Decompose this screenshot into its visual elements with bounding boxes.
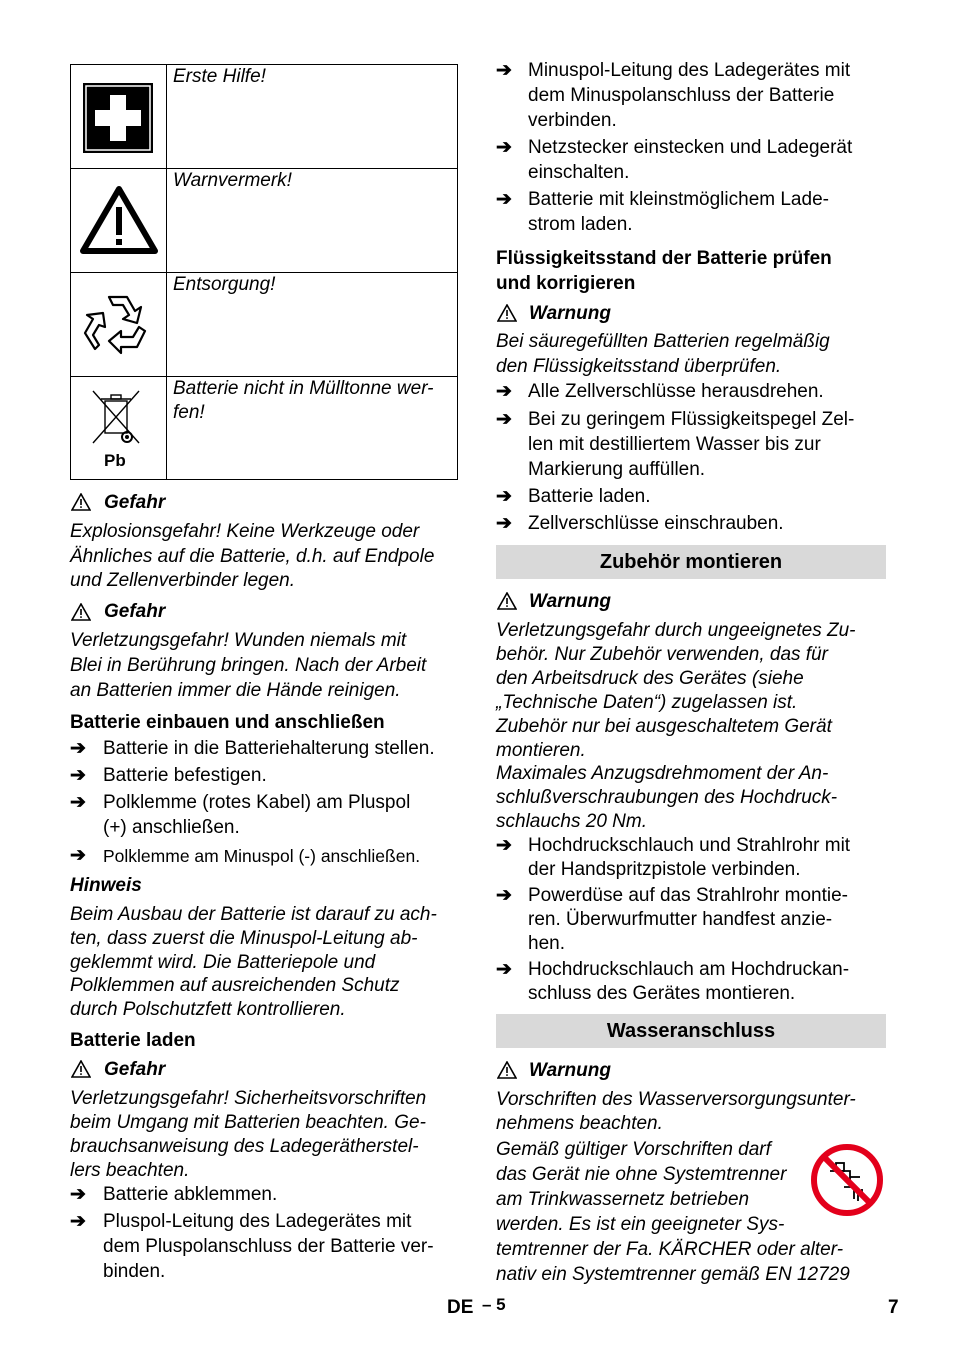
step-text: einschalten. bbox=[528, 162, 630, 183]
step-text: Polklemme am Minuspol (-) anschließen. bbox=[103, 846, 421, 866]
symbol-label: Batterie nicht in Mülltonne wer- bbox=[173, 378, 434, 399]
step-text: strom laden. bbox=[528, 214, 633, 235]
gefahr-text-line: Blei in Berührung bringen. Nach der Arbeit bbox=[70, 655, 427, 676]
step-text: Zellverschlüsse einschrauben. bbox=[528, 513, 784, 534]
section-heading: Batterie einbauen und anschließen bbox=[70, 712, 385, 733]
step-text: Alle Zellverschlüsse herausdrehen. bbox=[528, 381, 824, 402]
gefahr-text-line: Verletzungsgefahr! Wunden niemals mit bbox=[70, 630, 407, 651]
step-text: schluss des Gerätes montieren. bbox=[528, 983, 796, 1004]
warnung-text-line: behör. Nur Zubehör verwenden, das für bbox=[496, 644, 828, 665]
arrow-icon: ➔ bbox=[496, 959, 512, 980]
arrow-icon: ➔ bbox=[70, 792, 86, 813]
warning-triangle-icon bbox=[71, 1060, 91, 1078]
section-band-title: Zubehör montieren bbox=[599, 551, 783, 573]
step-text: Batterie befestigen. bbox=[103, 765, 267, 786]
section-band-title: Wasseranschluss bbox=[606, 1020, 776, 1042]
footer-page-number: 7 bbox=[888, 1297, 899, 1318]
step-text: hen. bbox=[528, 933, 565, 954]
gefahr-text-line: und Zellenverbinder legen. bbox=[70, 570, 295, 591]
warnung-text-line: den Arbeitsdruck des Gerätes (siehe bbox=[496, 668, 804, 689]
arrow-icon: ➔ bbox=[70, 1211, 86, 1232]
symbol-table bbox=[70, 64, 458, 480]
step-text: dem Minuspolanschluss der Batterie bbox=[528, 85, 835, 106]
symbol-label: Erste Hilfe! bbox=[173, 66, 266, 87]
arrow-icon: ➔ bbox=[70, 1184, 86, 1205]
section-band-zubehoer bbox=[496, 545, 886, 579]
step-text: Polklemme (rotes Kabel) am Pluspol bbox=[103, 792, 411, 813]
section-heading: Flüssigkeitsstand der Batterie prüfen bbox=[496, 248, 832, 269]
warnung-text-line: Maximales Anzugsdrehmoment der An- bbox=[496, 763, 829, 784]
body-text-line: temtrenner der Fa. KÄRCHER oder alter- bbox=[496, 1239, 844, 1260]
gefahr-text-line: Verletzungsgefahr! Sicherheitsvorschriften bbox=[70, 1088, 427, 1109]
step-text: Batterie mit kleinstmöglichem Lade- bbox=[528, 189, 829, 210]
step-text: (+) anschließen. bbox=[103, 817, 240, 838]
step-text: Markierung auffüllen. bbox=[528, 459, 706, 480]
warnung-text-line: schlauchs 20 Nm. bbox=[496, 811, 648, 832]
step-text: dem Pluspolanschluss der Batterie ver- bbox=[103, 1236, 434, 1257]
body-text-line: das Gerät nie ohne Systemtrenner bbox=[496, 1164, 787, 1185]
footer-language: DE bbox=[447, 1297, 474, 1318]
first-aid-icon bbox=[83, 83, 153, 153]
symbol-row-warning bbox=[71, 169, 457, 273]
warning-triangle-icon bbox=[79, 185, 159, 255]
warning-triangle-icon bbox=[497, 1061, 517, 1079]
arrow-icon: ➔ bbox=[70, 738, 86, 759]
section-band-wasser bbox=[496, 1014, 886, 1048]
symbol-label: Entsorgung! bbox=[173, 274, 276, 295]
warnung-text-line: schlußverschraubungen des Hochdruck- bbox=[496, 787, 838, 808]
warnung-text-line: den Flüssigkeitsstand überprüfen. bbox=[496, 356, 782, 377]
step-text: len mit destilliertem Wasser bis zur bbox=[528, 434, 821, 455]
step-text: Hochdruckschlauch am Hochdruckan- bbox=[528, 959, 850, 980]
symbol-row-recycle bbox=[71, 273, 457, 377]
step-text: Powerdüse auf das Strahlrohr montie- bbox=[528, 885, 848, 906]
step-text: binden. bbox=[103, 1261, 166, 1282]
arrow-icon: ➔ bbox=[496, 137, 512, 158]
arrow-icon: ➔ bbox=[496, 381, 512, 402]
hinweis-text-line: geklemmt wird. Die Batteriepole und bbox=[70, 952, 376, 973]
footer-page-local: – 5 bbox=[482, 1295, 506, 1314]
gefahr-text-line: Ähnliches auf die Batterie, d.h. auf Endpole bbox=[70, 546, 435, 567]
body-text-line: nativ ein Systemtrenner gemäß EN 12729 bbox=[496, 1264, 850, 1285]
warnung-title: Warnung bbox=[529, 303, 611, 324]
step-text: Pluspol-Leitung des Ladegerätes mit bbox=[103, 1211, 412, 1232]
no-drinking-water-connection-icon bbox=[810, 1143, 884, 1217]
section-heading: und korrigieren bbox=[496, 273, 636, 294]
gefahr-text-line: brauchsanweisung des Ladegerätherstel- bbox=[70, 1136, 419, 1157]
pb-label: Pb bbox=[104, 451, 126, 470]
warnung-text-line: nehmens beachten. bbox=[496, 1113, 663, 1134]
warning-triangle-icon bbox=[71, 493, 91, 511]
no-bin-icon bbox=[89, 387, 145, 449]
gefahr-text-line: Explosionsgefahr! Keine Werkzeuge oder bbox=[70, 521, 420, 542]
gefahr-text-line: beim Umgang mit Batterien beachten. Ge- bbox=[70, 1112, 426, 1133]
warning-triangle-icon bbox=[497, 592, 517, 610]
hinweis-text-line: ten, dass zuerst die Minuspol-Leitung ab- bbox=[70, 928, 418, 949]
step-text: Bei zu geringem Flüssigkeitspegel Zel- bbox=[528, 409, 855, 430]
arrow-icon: ➔ bbox=[496, 835, 512, 856]
body-text-line: am Trinkwassernetz betrieben bbox=[496, 1189, 750, 1210]
step-text: der Handspritzpistole verbinden. bbox=[528, 859, 801, 880]
gefahr-text-line: an Batterien immer die Hände reinigen. bbox=[70, 680, 401, 701]
body-text-line: werden. Es ist ein geeigneter Sys- bbox=[496, 1214, 785, 1235]
arrow-icon: ➔ bbox=[496, 513, 512, 534]
arrow-icon: ➔ bbox=[496, 486, 512, 507]
warnung-text-line: Verletzungsgefahr durch ungeeignetes Zu- bbox=[496, 620, 856, 641]
warnung-title: Warnung bbox=[529, 591, 611, 612]
arrow-icon: ➔ bbox=[496, 60, 512, 81]
gefahr-title: Gefahr bbox=[104, 601, 166, 622]
body-text-line: Gemäß gültiger Vorschriften darf bbox=[496, 1139, 771, 1160]
step-text: Hochdruckschlauch und Strahlrohr mit bbox=[528, 835, 851, 856]
warnung-text-line: Vorschriften des Wasserversorgungsunter- bbox=[496, 1089, 856, 1110]
arrow-icon: ➔ bbox=[70, 845, 86, 866]
gefahr-title: Gefahr bbox=[104, 1059, 166, 1080]
symbol-label: fen! bbox=[173, 402, 205, 423]
warnung-text-line: Bei säuregefüllten Batterien regelmäßig bbox=[496, 331, 830, 352]
warning-triangle-icon bbox=[497, 304, 517, 322]
hinweis-text-line: Polklemmen auf ausreichenden Schutz bbox=[70, 975, 400, 996]
arrow-icon: ➔ bbox=[496, 885, 512, 906]
section-heading: Batterie laden bbox=[70, 1030, 196, 1051]
step-text: ren. Überwurfmutter handfest anzie- bbox=[528, 909, 833, 930]
step-text: Batterie in die Batteriehalterung stellen. bbox=[103, 738, 435, 759]
warnung-text-line: „Technische Daten“) zugelassen ist. bbox=[496, 692, 798, 713]
step-text: verbinden. bbox=[528, 110, 617, 131]
warning-triangle-icon bbox=[71, 603, 91, 621]
warnung-text-line: Zubehör nur bei ausgeschaltetem Gerät bbox=[496, 716, 832, 737]
step-text: Batterie abklemmen. bbox=[103, 1184, 278, 1205]
arrow-icon: ➔ bbox=[496, 189, 512, 210]
step-text: Netzstecker einstecken und Ladegerät bbox=[528, 137, 853, 158]
arrow-icon: ➔ bbox=[70, 765, 86, 786]
symbol-row-first-aid bbox=[71, 65, 457, 169]
symbol-label: Warnvermerk! bbox=[173, 170, 292, 191]
warnung-title: Warnung bbox=[529, 1060, 611, 1081]
hinweis-text-line: Beim Ausbau der Batterie ist darauf zu ach- bbox=[70, 904, 437, 925]
gefahr-title: Gefahr bbox=[104, 492, 166, 513]
warnung-text-line: montieren. bbox=[496, 740, 586, 761]
gefahr-text-line: lers beachten. bbox=[70, 1160, 190, 1181]
arrow-icon: ➔ bbox=[496, 409, 512, 430]
hinweis-title: Hinweis bbox=[70, 875, 142, 896]
step-text: Batterie laden. bbox=[528, 486, 651, 507]
symbol-row-battery-disposal bbox=[71, 377, 457, 479]
recycle-icon bbox=[81, 291, 155, 361]
hinweis-text-line: durch Polschutzfett kontrollieren. bbox=[70, 999, 346, 1020]
step-text: Minuspol-Leitung des Ladegerätes mit bbox=[528, 60, 851, 81]
